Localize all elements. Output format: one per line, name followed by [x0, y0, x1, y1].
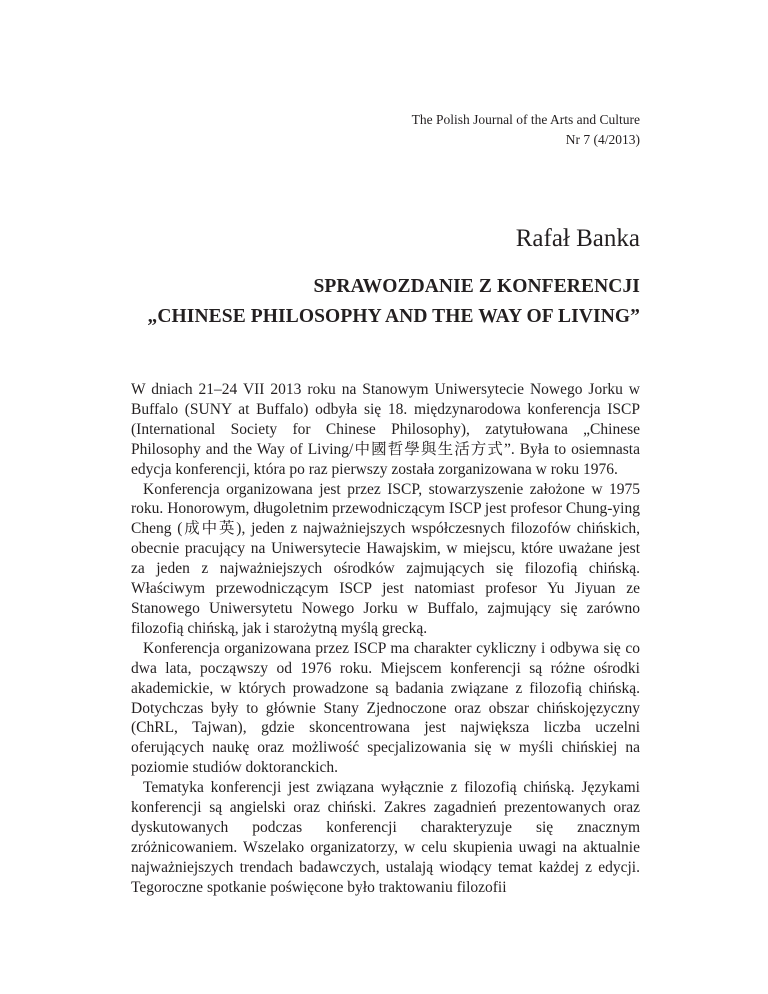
journal-name: The Polish Journal of the Arts and Culture — [411, 112, 640, 127]
article-title-line-1: SPRAWOZDANIE Z KONFERENCJI — [313, 276, 640, 297]
article-title-line-2: „CHINESE PHILOSOPHY AND THE WAY OF LIVING” — [147, 306, 640, 327]
journal-issue: Nr 7 (4/2013) — [565, 132, 640, 147]
paragraph-4: Tematyka konferencji jest związana wyłącznie z filozofią chińską. Językami konferencji są angielski oraz chiński. Zakres zagadnień prezentowanych oraz dyskutowanych podczas konferencji charakteryzuje się znacznym zróżnicowaniem. Wszelako organizatorzy, w celu skupienia uwagi na aktualnie najważniejszych trendach badawczych, ustalają wiodący temat każdej z edycji. Tegoroczne spotkanie poświęcone było traktowaniu filozofii — [131, 779, 640, 896]
paragraph-2: Konferencja organizowana jest przez ISCP, stowarzyszenie założone w 1975 roku. Honorowym, długoletnim przewodniczącym ISCP jest profesor Chung-ying Cheng (成中英), jeden z najważniejszych współczesnych filozofów chińskich, obecnie pracujący na Uniwersytecie Hawajskim, w miejscu, które uważane jest za jeden z najważniejszych ośrodków zajmujących się filozofią chińską. Właściwym przewodniczącym ISCP jest natomiast profesor Yu Jiyuan ze Stanowego Uniwersytetu Nowego Jorku w Buffalo, zajmujący się zarówno filozofią chińską, jak i starożytną myślą grecką. — [131, 480, 640, 637]
paragraph-1: W dniach 21–24 VII 2013 roku na Stanowym Uniwersytecie Nowego Jorku w Buffalo (SUNY at Buffalo) odbyła się 18. międzynarodowa konferencja ISCP (International Society for Chinese Philosophy), zatytułowana „Chinese Philosophy and the Way of Living/中國哲學與生活方式”. Była to osiemnasta edycja konferencji, która po raz pierwszy została zorganizowana w roku 1976. — [131, 381, 640, 478]
article-body — [131, 380, 640, 898]
author-name: Rafał Banka — [515, 225, 640, 252]
journal-header — [412, 110, 640, 150]
article-title — [147, 272, 640, 332]
paragraph-3: Konferencja organizowana przez ISCP ma charakter cykliczny i odbywa się co dwa lata, począwszy od 1976 roku. Miejscem konferencji są różne ośrodki akademickie, w których prowadzone są badania związane z filozofią chińską. Dotychczas były to głównie Stany Zjednoczone oraz obszar chińskojęzyczny (ChRL, Tajwan), gdzie skoncentrowana jest największa liczba uczelni oferujących naukę oraz możliwość specjalizowania się w myśli chińskiej na poziomie studiów doktoranckich. — [131, 639, 640, 777]
